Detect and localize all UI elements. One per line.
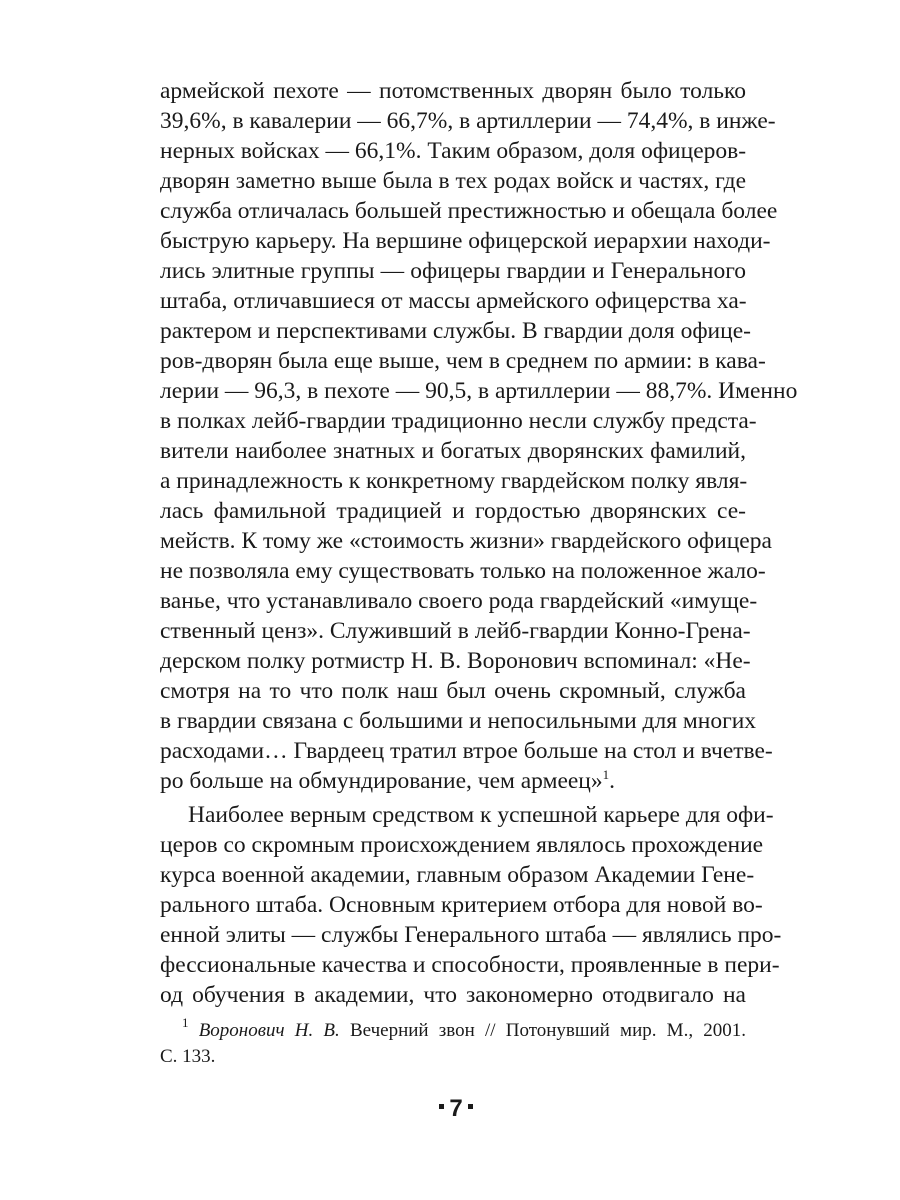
footnote-reference[interactable]: 1 [602, 767, 610, 782]
page-number-value: 7 [449, 1095, 463, 1122]
text-line: курса военной академии, главным образом Академии Гене- [160, 862, 755, 888]
footnote-line [160, 1015, 747, 1044]
text-line: дворян заметно выше была в тех родах войск и частях, где [160, 168, 746, 194]
text-line: од обучения в академии, что закономерно отодвигало на [160, 982, 746, 1008]
text-line: дерском полку ротмистр Н. В. Воронович вспоминал: «Не- [160, 648, 751, 674]
footnote-citation: Вечерний звон // Потонувший мир. М., 2001. [339, 1020, 747, 1041]
text-line: лерии — 96,3, в пехоте — 90,5, в артиллерии — 88,7%. Именно [160, 378, 798, 404]
text-line: Наиболее верным средством к успешной карьере для офи- [188, 802, 774, 828]
footnote-line: С. 133. [160, 1046, 216, 1067]
text-line: фессиональные качества и способности, проявленные в пери- [160, 952, 780, 978]
text-line: ственный ценз». Служивший в лейб-гвардии Конно-Грена- [160, 618, 751, 644]
dot-ornament-left [439, 1104, 444, 1109]
text-line: вители наиболее знатных и богатых дворянских фамилий, [160, 438, 746, 464]
text-line: рального штаба. Основным критерием отбора для новой во- [160, 892, 763, 918]
text-line: в гвардии связана с большими и непосильными для многих [160, 708, 757, 734]
text-line-last: ро больше на обмундирование, чем армеец»$^1$. [160, 767, 616, 794]
text-line: штаба, отличавшиеся от массы армейского офицерства ха- [160, 288, 747, 314]
text-line: смотря на то что полк наш был очень скромный, служба [160, 678, 746, 704]
text-line: ванье, что устанавливало своего рода гвардейский «имуще- [160, 588, 758, 614]
text-line: мейств. К тому же «стоимость жизни» гвардейского офицера [160, 528, 772, 554]
text-line: расходами… Гвардеец тратил втрое больше на стол и вчетве- [160, 738, 773, 764]
text-line: в полках лейб-гвардии традиционно несли службу предста- [160, 408, 757, 434]
dot-ornament-right [468, 1104, 473, 1109]
text-line: рактером и перспективами службы. В гвардии доля офице- [160, 318, 751, 344]
text-line: служба отличалась большей престижностью и обещала более [160, 198, 778, 224]
text-line-content: ро больше на обмундирование, чем армеец» [160, 768, 603, 794]
text-line: ров-дворян была еще выше, чем в среднем по армии: в кава- [160, 348, 766, 374]
text-line: 39,6%, в кавалерии — 66,7%, в артиллерии — 74,4%, в инже- [160, 108, 776, 134]
text-line: не позволяла ему существовать только на положенное жало- [160, 558, 766, 584]
paragraph-1 [160, 76, 798, 796]
footnote [160, 1015, 747, 1070]
text-line: нерных войсках — 66,1%. Таким образом, доля офицеров- [160, 138, 747, 164]
text-line: церов со скромным происхождением являлось прохождение [160, 832, 764, 858]
text-line: а принадлежность к конкретному гвардейском полку явля- [160, 468, 748, 494]
text-line: енной элиты — службы Генерального штаба — являлись про- [160, 922, 782, 948]
footnote-author: Воронович Н. В. [198, 1020, 340, 1041]
footnote-number: 1 [182, 1015, 189, 1030]
text-line: быструю карьеру. На вершине офицерской иерархии находи- [160, 228, 771, 254]
text-line: лась фамильной традицией и гордостью дворянских се- [160, 498, 746, 524]
paragraph-2 [160, 800, 782, 1010]
page-number [0, 1095, 900, 1123]
text-line: лись элитные группы — офицеры гвардии и Генерального [160, 258, 746, 284]
main-text [160, 76, 798, 1010]
text-line: армейской пехоте — потомственных дворян было только [160, 78, 746, 104]
